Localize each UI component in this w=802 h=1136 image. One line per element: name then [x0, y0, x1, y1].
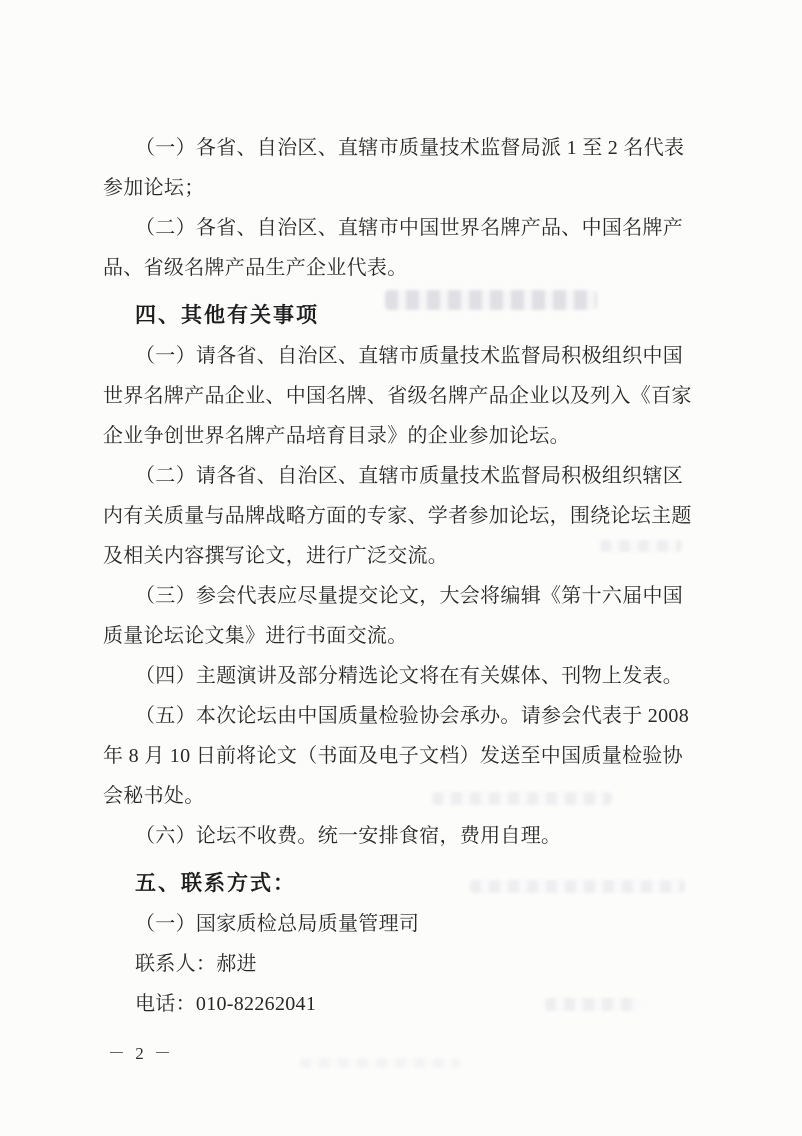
doc-line: （一）各省、自治区、直辖市质量技术监督局派 1 至 2 名代表 — [135, 137, 685, 159]
doc-line: 年 8 月 10 日前将论文（书面及电子文档）发送至中国质量检验协 — [103, 745, 683, 767]
doc-line: 参加论坛； — [103, 177, 205, 199]
doc-line: （二）各省、自治区、直辖市中国世界名牌产品、中国名牌产 — [135, 217, 684, 239]
doc-line: （六）论坛不收费。统一安排食宿，费用自理。 — [135, 825, 562, 847]
doc-line: 内有关质量与品牌战略方面的专家、学者参加论坛，围绕论坛主题 — [103, 505, 692, 527]
doc-line: 会秘书处。 — [103, 785, 205, 807]
section-heading-contact: 五、联系方式： — [135, 872, 296, 895]
doc-line: （一）请各省、自治区、直辖市质量技术监督局积极组织中国 — [135, 345, 684, 367]
scan-artifact — [300, 1058, 460, 1068]
doc-line: 企业争创世界名牌产品培育目录》的企业参加论坛。 — [103, 425, 570, 447]
page-number: － 2 － — [108, 1044, 174, 1063]
doc-line: 品、省级名牌产品生产企业代表。 — [103, 257, 408, 279]
doc-line: （二）请各省、自治区、直辖市质量技术监督局积极组织辖区 — [135, 465, 684, 487]
doc-line: （四）主题演讲及部分精选论文将在有关媒体、刊物上发表。 — [135, 665, 684, 687]
doc-line: 世界名牌产品企业、中国名牌、省级名牌产品企业以及列入《百家 — [103, 385, 692, 407]
doc-line: （五）本次论坛由中国质量检验协会承办。请参会代表于 2008 — [135, 705, 689, 727]
doc-line: （三）参会代表应尽量提交论文，大会将编辑《第十六届中国 — [135, 585, 684, 607]
document-body — [103, 128, 693, 1024]
section-heading-other-matters: 四、其他有关事项 — [135, 304, 319, 327]
contact-person-line: 联系人：郝进 — [135, 953, 257, 975]
doc-line: 质量论坛论文集》进行书面交流。 — [103, 625, 408, 647]
doc-line: （一）国家质检总局质量管理司 — [135, 913, 420, 935]
doc-line: 及相关内容撰写论文，进行广泛交流。 — [103, 545, 449, 567]
phone-number-line: 电话：010-82262041 — [135, 993, 317, 1015]
